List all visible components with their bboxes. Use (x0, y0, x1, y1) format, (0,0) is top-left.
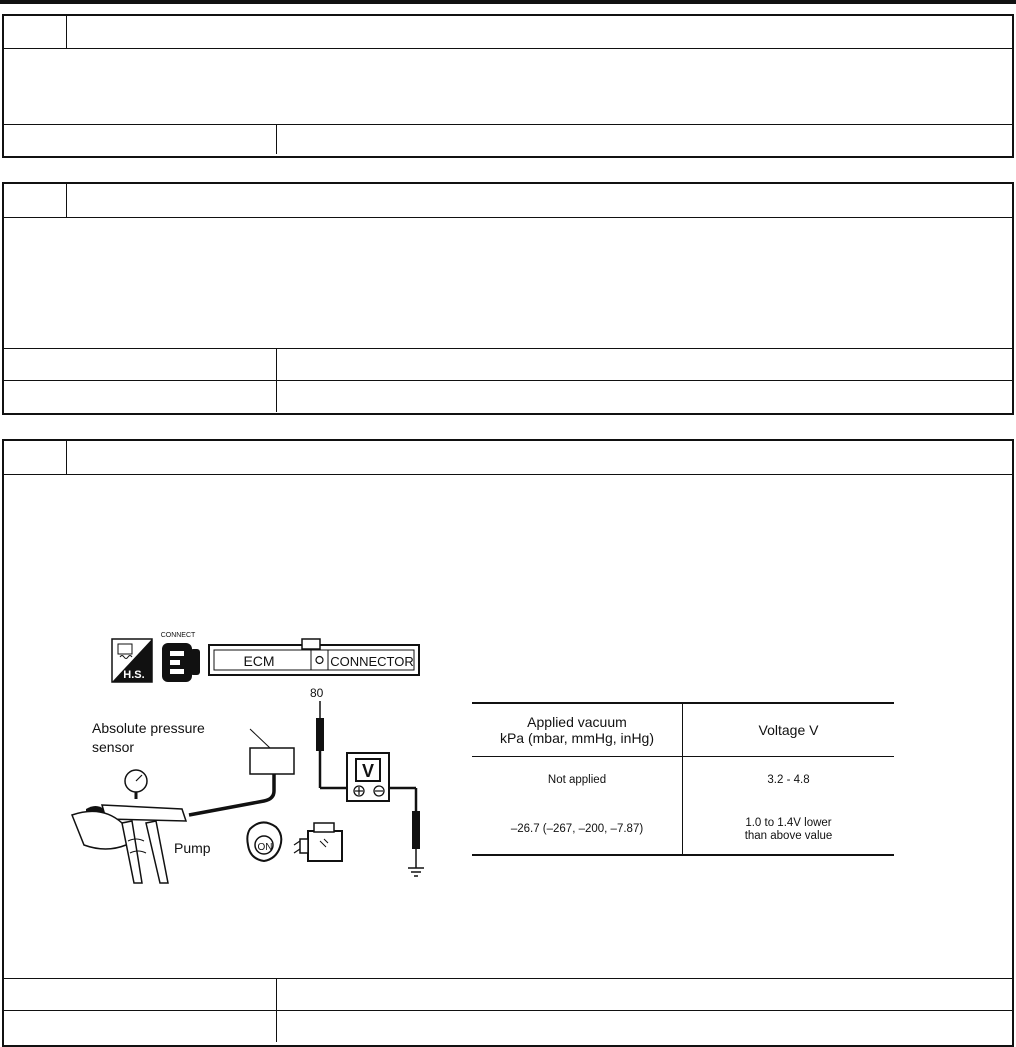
meter-label: V (361, 761, 375, 781)
ignition-on-icon (247, 822, 281, 861)
result-row (4, 124, 1012, 154)
connector-label-right: CONNECTOR (330, 654, 414, 669)
result-label (4, 349, 277, 380)
table-cell-vacuum: Not applied (547, 774, 607, 787)
connector-label-left: ECM (243, 653, 275, 669)
table-cell-voltage (683, 805, 894, 855)
result-label (4, 979, 277, 1010)
table-cell-voltage (683, 757, 894, 805)
on-label: ON (257, 842, 273, 853)
page-top-rule (0, 0, 1016, 4)
result-action (277, 125, 1012, 154)
result-action (277, 1011, 1012, 1042)
step-header (4, 441, 1012, 475)
step-body (4, 475, 1012, 978)
voltage-check-diagram (64, 583, 444, 903)
result-action (277, 349, 1012, 380)
voltmeter-icon (347, 753, 389, 801)
step-body (4, 49, 1012, 124)
connect-icon (161, 632, 200, 682)
result-row (4, 978, 1012, 1010)
header-vacuum-line-1: Applied vacuum (527, 713, 627, 730)
result-row (4, 348, 1012, 380)
pump-label: Pump (174, 840, 211, 856)
terminal-number: 80 (310, 686, 324, 700)
voltage-line-2: than above value (744, 830, 833, 842)
sensor-label-line-1: Absolute pressure (92, 720, 205, 736)
table-header-vacuum (472, 704, 682, 756)
step-number (4, 184, 67, 217)
step-number (4, 16, 67, 48)
result-label (4, 381, 277, 412)
result-action (277, 381, 1012, 412)
ground-icon (408, 868, 424, 876)
step-header (4, 184, 1012, 218)
ecm-connector (209, 639, 419, 675)
step-title (67, 184, 1012, 217)
sensor-label-line-2: sensor (92, 739, 135, 755)
absolute-pressure-sensor (189, 729, 294, 815)
step-header (4, 16, 1012, 49)
vacuum-pump (72, 770, 186, 883)
table-cell-vacuum: –26.7 (–267, –200, –7.87) (510, 823, 644, 836)
step-box-2 (2, 182, 1014, 415)
hs-label: H.S. (123, 669, 145, 681)
step-number (4, 441, 67, 474)
step-title (67, 441, 1012, 474)
voltage-line-1: 1.0 to 1.4V lower (745, 816, 832, 829)
header-vacuum-line-2: kPa (mbar, mmHg, inHg) (499, 730, 655, 746)
result-label (4, 125, 277, 154)
step-title (67, 16, 1012, 48)
connect-label: CONNECT (160, 632, 196, 639)
step-body (4, 218, 1012, 348)
engine-icon (294, 823, 342, 861)
step-box-1 (2, 14, 1014, 158)
result-action (277, 979, 1012, 1010)
hot-start-icon (112, 639, 152, 682)
result-label (4, 1011, 277, 1042)
result-row (4, 380, 1012, 412)
result-row (4, 1010, 1012, 1042)
vacuum-voltage-table (472, 702, 894, 856)
step-box-3 (2, 439, 1014, 1047)
table-header-voltage: Voltage V (758, 721, 819, 738)
voltage-line-1: 3.2 - 4.8 (767, 774, 810, 787)
